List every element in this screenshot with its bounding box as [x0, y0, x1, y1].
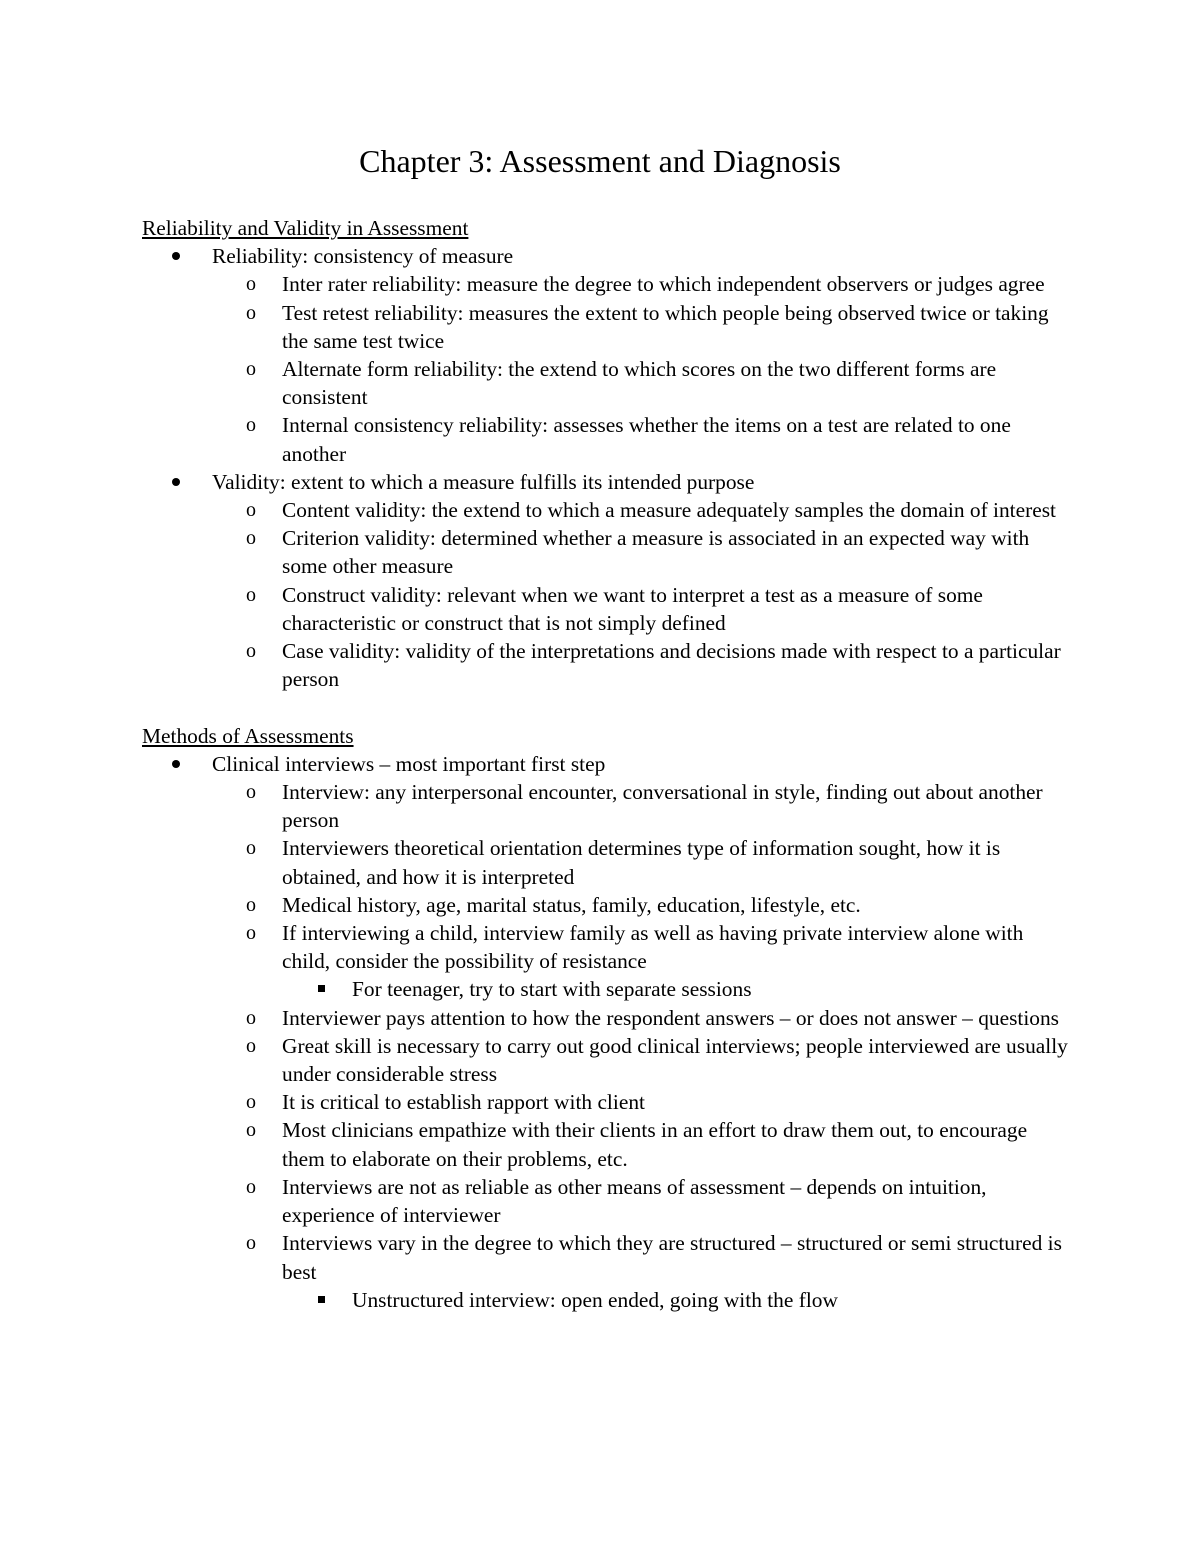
- sub-bullet-text: Construct validity: relevant when we want to interpret a test as a measure of some characteristic or construct that is not simply defined: [282, 582, 983, 635]
- sub-bullet-text: Criterion validity: determined whether a measure is associated in an expected way with some other measure: [282, 526, 1030, 579]
- sub-sub-bullet-text: For teenager, try to start with separate sessions: [352, 977, 752, 1002]
- bullet-circle-icon: o: [246, 922, 256, 945]
- sub-bullet-text: Inter rater reliability: measure the degree to which independent observers or judges agree: [282, 272, 1045, 297]
- bullet-circle-icon: o: [246, 414, 256, 437]
- bullet-dot-icon: [172, 750, 180, 778]
- sub-bullet-item: [142, 834, 1072, 890]
- sub-bullet-item: [142, 1004, 1072, 1032]
- paragraph-spacer: [142, 693, 1072, 721]
- bullet-square-icon: [318, 1286, 325, 1314]
- bullet-circle-icon: o: [246, 527, 256, 550]
- sub-bullet-item: [142, 411, 1072, 467]
- sub-bullet-item: [142, 355, 1072, 411]
- bullet-item: [142, 750, 1072, 778]
- sub-bullet-item: [142, 1088, 1072, 1116]
- sub-bullet-item: [142, 524, 1072, 580]
- bullet-circle-icon: o: [246, 837, 256, 860]
- sub-bullet-text: If interviewing a child, interview family as well as having private interview alone with child, consider the possibility of resistance: [282, 921, 1024, 974]
- sub-bullet-item: [142, 1173, 1072, 1229]
- bullet-circle-icon: o: [246, 583, 256, 606]
- bullet-circle-icon: o: [246, 1091, 256, 1114]
- sub-bullet-item: [142, 891, 1072, 919]
- bullet-circle-icon: o: [246, 1175, 256, 1198]
- bullet-circle-icon: o: [246, 301, 256, 324]
- bullet-circle-icon: o: [246, 1119, 256, 1142]
- sub-bullet-item: [142, 496, 1072, 524]
- bullet-dot-icon: [172, 468, 180, 496]
- bullet-square-icon: [318, 975, 325, 1003]
- sub-bullet-text: Medical history, age, marital status, family, education, lifestyle, etc.: [282, 892, 861, 917]
- sub-bullet-item: [142, 1116, 1072, 1172]
- bullet-text: Reliability: consistency of measure: [212, 244, 514, 269]
- sub-bullet-item: [142, 581, 1072, 637]
- sub-bullet-item: [142, 919, 1072, 975]
- sub-sub-bullet-item: [142, 1286, 1072, 1314]
- sub-bullet-text: Interviewers theoretical orientation determines type of information sought, how it is obtained, and how it is interpreted: [282, 836, 1001, 889]
- sub-bullet-text: Content validity: the extend to which a measure adequately samples the domain of interest: [282, 498, 1057, 523]
- sub-sub-bullet-item: [142, 975, 1072, 1003]
- sub-bullet-text: It is critical to establish rapport with client: [282, 1090, 645, 1115]
- bullet-circle-icon: o: [246, 781, 256, 804]
- sub-bullet-text: Internal consistency reliability: assesses whether the items on a test are related to one another: [282, 413, 1011, 466]
- bullet-circle-icon: o: [246, 893, 256, 916]
- bullet-circle-icon: o: [246, 273, 256, 296]
- sub-bullet-text: Interview: any interpersonal encounter, conversational in style, finding out about another person: [282, 780, 1043, 833]
- sub-bullet-text: Interviews vary in the degree to which they are structured – structured or semi structured is best: [282, 1231, 1062, 1284]
- bullet-circle-icon: o: [246, 640, 256, 663]
- bullet-circle-icon: o: [246, 1006, 256, 1029]
- bullet-text: Validity: extent to which a measure fulfills its intended purpose: [212, 469, 755, 494]
- sub-bullet-text: Interviews are not as reliable as other means of assessment – depends on intuition, experience of interviewer: [282, 1174, 987, 1228]
- bullet-circle-icon: o: [246, 358, 256, 381]
- bullet-item: [142, 468, 1072, 496]
- bullet-circle-icon: o: [246, 499, 256, 522]
- sub-bullet-item: [142, 1032, 1072, 1088]
- page-title: Chapter 3: Assessment and Diagnosis: [359, 143, 841, 179]
- sub-bullet-item: [142, 299, 1072, 355]
- sub-bullet-item: [142, 1229, 1072, 1285]
- bullet-text: Clinical interviews – most important first step: [212, 751, 606, 776]
- bullet-circle-icon: o: [246, 1034, 256, 1057]
- bullet-item: [142, 242, 1072, 270]
- sub-bullet-item: [142, 637, 1072, 693]
- sub-sub-bullet-text: Unstructured interview: open ended, going with the flow: [352, 1287, 838, 1312]
- bullet-circle-icon: o: [246, 1232, 256, 1255]
- sub-bullet-text: Interviewer pays attention to how the respondent answers – or does not answer – questions: [282, 1005, 1060, 1030]
- sub-bullet-text: Great skill is necessary to carry out good clinical interviews; people interviewed are usually under considerable stress: [282, 1033, 1068, 1087]
- sub-bullet-text: Case validity: validity of the interpretations and decisions made with respect to a particular person: [282, 639, 1061, 692]
- document-body: [142, 214, 1072, 1314]
- sub-bullet-text: Alternate form reliability: the extend to which scores on the two different forms are consistent: [282, 357, 997, 410]
- bullet-dot-icon: [172, 242, 180, 270]
- section-heading: Methods of Assessments: [142, 723, 354, 748]
- sub-bullet-text: Test retest reliability: measures the extent to which people being observed twice or taking the same test twice: [282, 300, 1049, 353]
- sub-bullet-item: [142, 270, 1072, 298]
- sub-bullet-item: [142, 778, 1072, 834]
- section-heading: Reliability and Validity in Assessment: [142, 216, 469, 240]
- sub-bullet-text: Most clinicians empathize with their clients in an effort to draw them out, to encourage them to elaborate on their problems, etc.: [282, 1118, 1028, 1171]
